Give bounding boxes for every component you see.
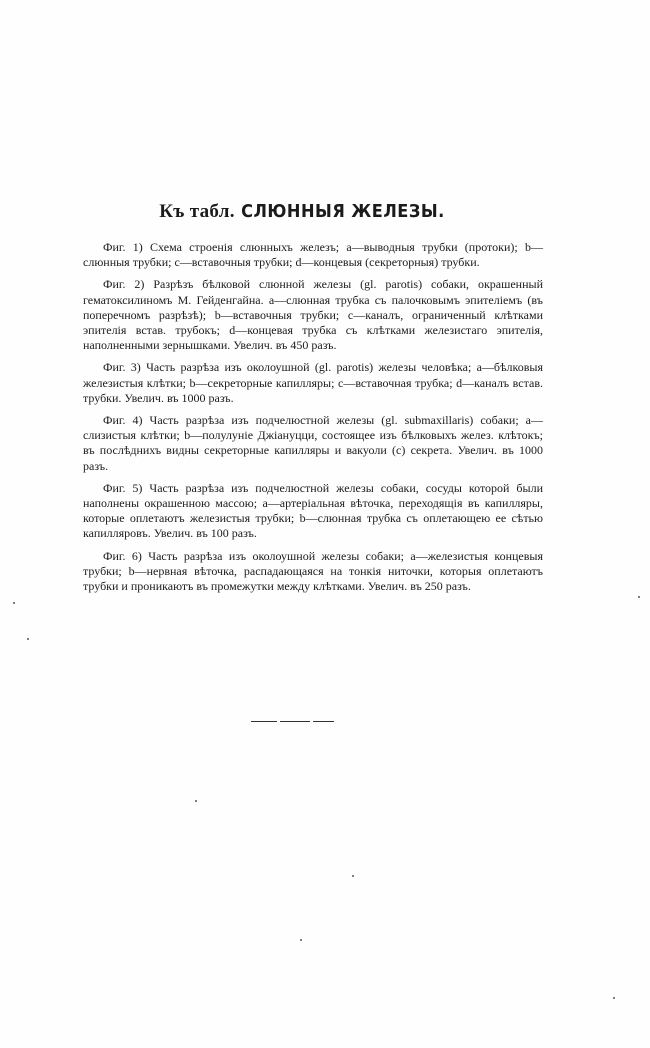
closing-rule-middle xyxy=(280,721,310,722)
paper-speck xyxy=(27,638,29,640)
figure-number: Фиг. 2) xyxy=(103,277,145,292)
figure-number: Фиг. 6) xyxy=(103,548,142,563)
caption-text: Схема строенія слюнныхъ железъ; а—выводныя трубки (протоки); b—слюнныя трубки; с—вставочныя трубки; d—концевыя (секреторныя) трубки. xyxy=(83,240,543,270)
page-title xyxy=(0,200,604,223)
paper-speck xyxy=(638,596,640,598)
figure-number: Фиг. 5) xyxy=(103,480,143,495)
figure-caption-list xyxy=(83,240,543,601)
paper-speck xyxy=(195,800,197,802)
closing-rule-right xyxy=(313,721,334,722)
caption-text: Разрѣзъ бѣлковой слюнной железы (gl. parotis) собаки, окрашенный гематоксилиномъ М. Гейденгайна. а—слюнная трубка съ палочковымъ эпителіемъ (въ поперечномъ разрѣзѣ); b—вставочныя трубки; с—каналъ, ограниченный клѣтками эпителія встав. трубокъ; d—концевая трубка съ клѣтками железистаго эпителія, наполненными зернышками. Увелич. въ 450 разъ. xyxy=(83,277,544,353)
figure-caption-6 xyxy=(83,549,543,595)
caption-text: Часть разрѣза изъ подчелюстной железы (gl. submaxillaris) собаки; а—слизистыя клѣтки; b—полулуніе Джіануцци, состоящее изъ бѣлковыхъ желез. клѣтокъ; въ послѣднихъ видны секреторные капилляры и вакуоли (с) секрета. Увелич. въ 1000 разъ. xyxy=(83,413,544,473)
closing-rule-left xyxy=(251,721,277,722)
caption-text: Часть разрѣза изъ околоушной (gl. parotis) железы человѣка; а—бѣлковыя железистыя клѣтки; b—секреторные капилляры; с—вставочная трубка; d—каналъ встав. трубки. Увелич. въ 1000 разъ. xyxy=(83,360,544,405)
figure-caption-2 xyxy=(83,277,543,353)
title-prefix: Къ табл. xyxy=(159,201,235,222)
title-name: СЛЮННЫЯ ЖЕЛЕЗЫ. xyxy=(241,201,445,222)
figure-number: Фиг. 1) xyxy=(103,240,143,254)
figure-caption-1 xyxy=(83,240,543,270)
figure-number: Фиг. 4) xyxy=(103,413,143,428)
paper-speck xyxy=(613,997,615,999)
figure-caption-5 xyxy=(83,481,543,542)
figure-caption-3 xyxy=(83,360,543,406)
paper-speck xyxy=(300,939,302,941)
paper-speck xyxy=(13,602,15,604)
figure-number: Фиг. 3) xyxy=(103,360,141,375)
paper-speck xyxy=(352,875,354,877)
figure-caption-4 xyxy=(83,413,543,474)
caption-text: Часть разрѣза изъ околоушной железы собаки; а—железистыя концевыя трубки; b—нервная вѣточка, распадающаяся на тонкія ниточки, которыя оплетаютъ трубки и проникаютъ въ промежутки между клѣтками. Увелич. въ 250 разъ. xyxy=(83,548,544,594)
caption-text: Часть разрѣза изъ подчелюстной железы собаки, сосуды которой были наполнены окрашенною массою; а—артеріальная вѣточка, переходящія въ капилляры, которые оплетаютъ железистыя трубки; b—слюнная трубка съ оплетающею ее сѣтью капилляровъ. Увелич. въ 100 разъ. xyxy=(83,480,544,541)
